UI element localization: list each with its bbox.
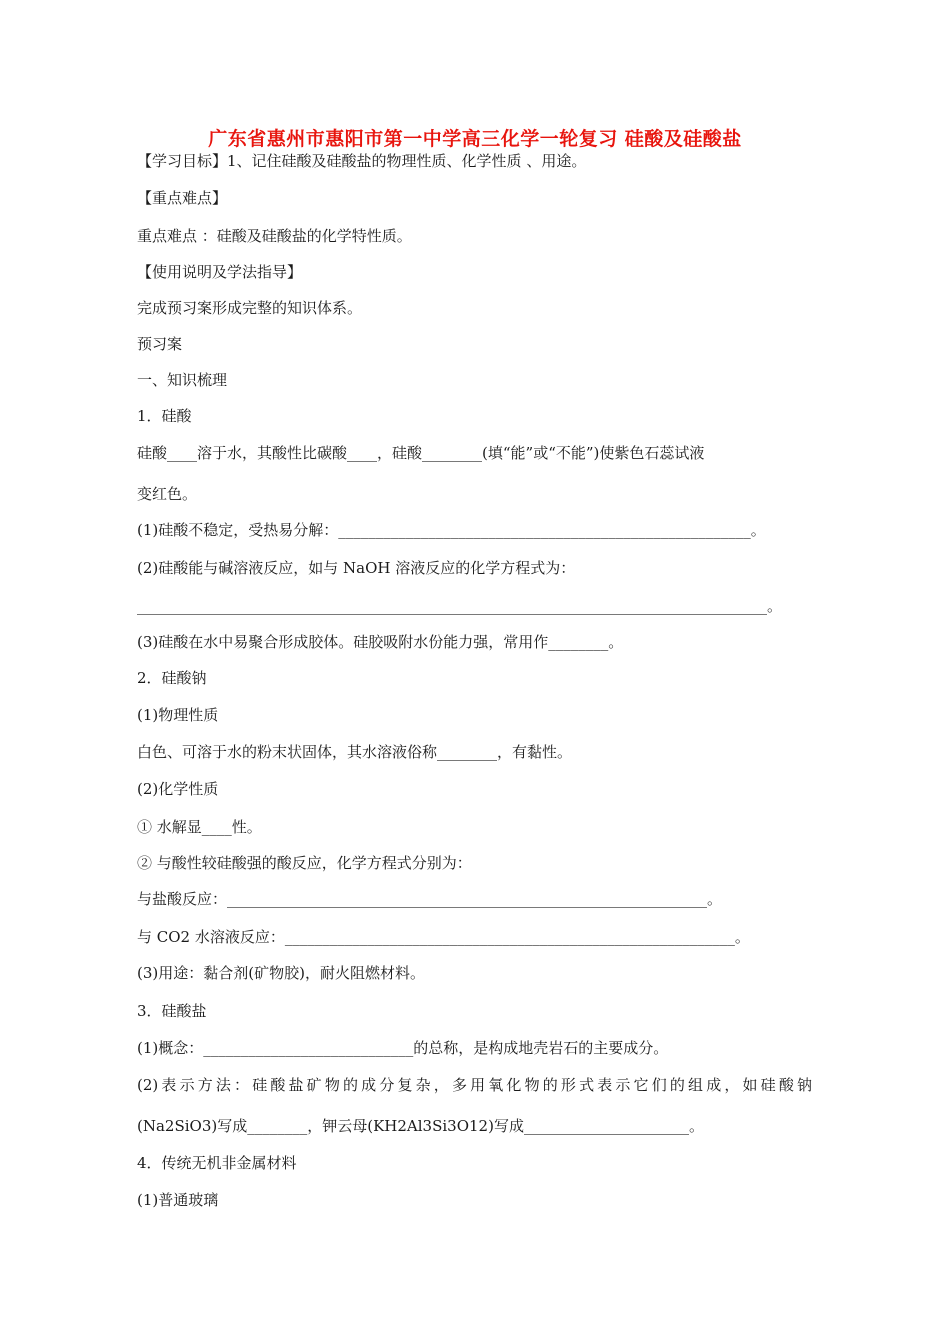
item-decomposition: (1)硅酸不稳定，受热易分解：_______________________________________________________。 <box>137 521 766 539</box>
acid-reaction-item: ② 与酸性较硅酸强的酸反应，化学方程式分别为： <box>137 854 472 872</box>
silicic-acid-fill-line-2: 变红色。 <box>137 485 198 503</box>
physical-properties-heading: (1)物理性质 <box>137 706 219 724</box>
subsection-silicic-acid: 1．硅酸 <box>137 407 192 425</box>
subsection-sodium-silicate: 2．硅酸钠 <box>137 669 207 687</box>
equation-blank-line: ____________________________________________________________________________________。 <box>137 597 783 615</box>
key-points-heading: 【重点难点】 <box>137 189 228 207</box>
hcl-reaction-line: 与盐酸反应：________________________________________________________________。 <box>137 890 723 908</box>
preview-heading: 预习案 <box>137 335 183 353</box>
key-points-text: 重点难点 ：硅酸及硅酸盐的化学特性质。 <box>137 227 412 245</box>
representation-line-2: (Na2SiO3)写成________，钾云母(KH2Al3Si3O12)写成______________________。 <box>137 1117 704 1135</box>
learning-goals: 【学习目标】1、记住硅酸及硅酸盐的物理性质、化学性质 、用途。 <box>137 152 587 170</box>
item-colloid: (3)硅酸在水中易聚合形成胶体。硅胶吸附水份能力强，常用作________。 <box>137 633 624 651</box>
item-base-reaction: (2)硅酸能与碱溶液反应，如与 NaOH 溶液反应的化学方程式为： <box>137 559 576 577</box>
instructions-heading: 【使用说明及学法指导】 <box>137 263 303 281</box>
uses-item: (3)用途：黏合剂(矿物胶)，耐火阻燃材料。 <box>137 964 425 982</box>
chemical-properties-heading: (2)化学性质 <box>137 780 219 798</box>
hydrolysis-item: ① 水解显____性。 <box>137 818 262 836</box>
ordinary-glass-item: (1)普通玻璃 <box>137 1191 219 1209</box>
instructions-text: 完成预习案形成完整的知识体系。 <box>137 299 363 317</box>
co2-reaction-line: 与 CO2 水溶液反应：____________________________________________________________。 <box>137 928 750 946</box>
concept-item: (1)概念：____________________________的总称，是构成地壳岩石的主要成分。 <box>137 1039 669 1057</box>
subsection-traditional-materials: 4．传统无机非金属材料 <box>137 1154 297 1172</box>
section-knowledge: 一、知识梳理 <box>137 371 228 389</box>
silicic-acid-fill-line-1: 硅酸____溶于水，其酸性比碳酸____，硅酸________(填“能”或“不能”)使紫色石蕊试液 <box>137 444 705 462</box>
subsection-silicates: 3．硅酸盐 <box>137 1002 207 1020</box>
physical-properties-text: 白色、可溶于水的粉末状固体，其水溶液俗称________，有黏性。 <box>137 743 573 761</box>
representation-line-1: (2)表示方法：硅酸盐矿物的成分复杂，多用氧化物的形式表示它们的组成，如硅酸钠 <box>137 1076 812 1094</box>
document-title: 广东省惠州市惠阳市第一中学高三化学一轮复习 硅酸及硅酸盐 <box>208 128 742 150</box>
